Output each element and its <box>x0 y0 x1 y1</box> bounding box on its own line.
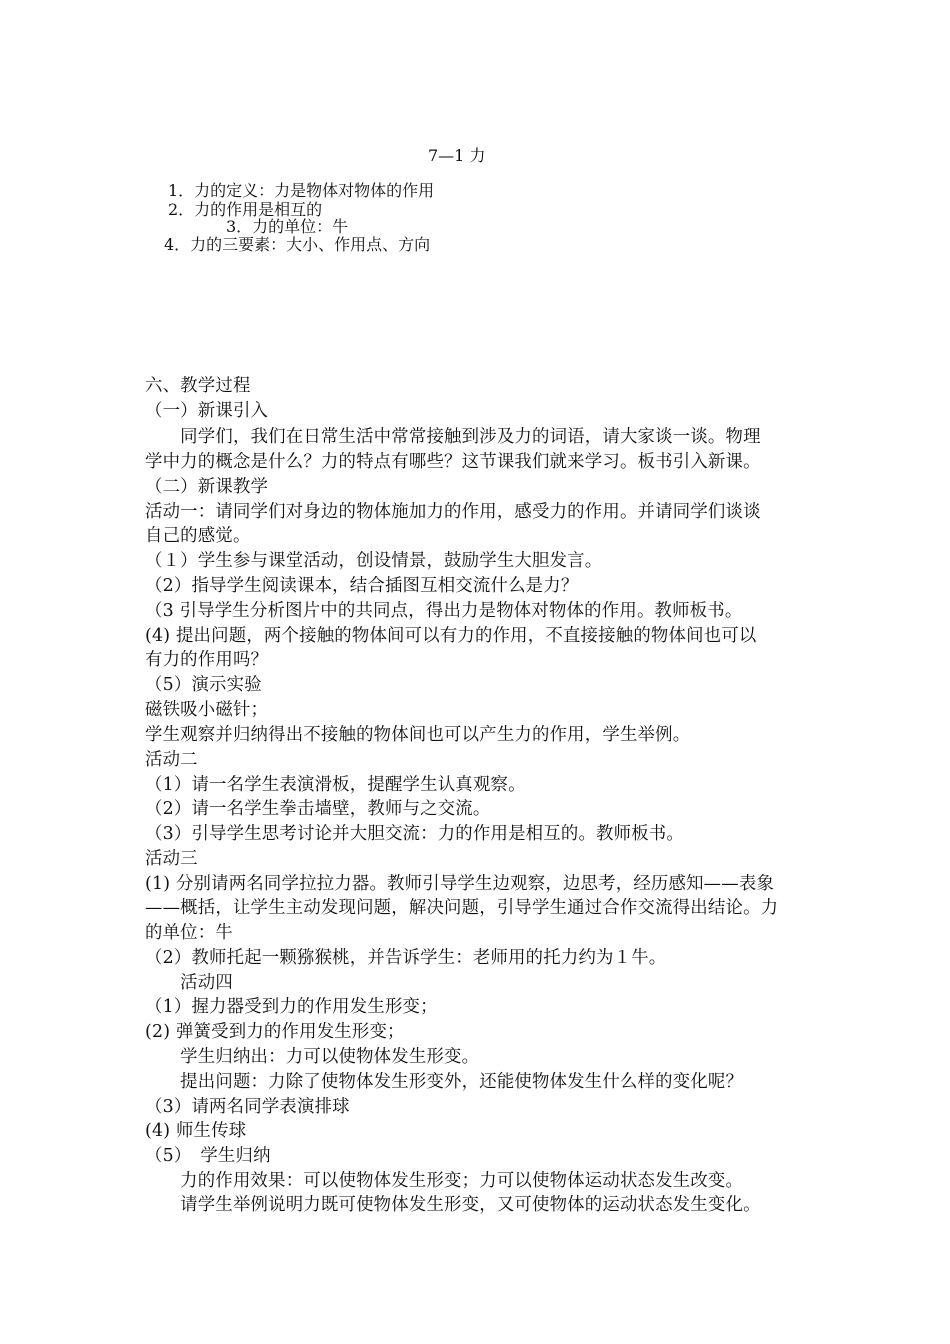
subsection-heading: （二）新课教学 <box>145 477 269 497</box>
list-item: （2）教师托起一颗猕猴桃，并告诉学生：老师用的托力约为１牛。 <box>145 948 667 968</box>
paragraph-line: 活动一：请同学们对身边的物体施加力的作用，感受力的作用。并请同学们谈谈 <box>145 502 761 522</box>
activity-heading: 活动四 <box>145 973 233 993</box>
board-point: 3．力的单位：牛 <box>226 217 349 236</box>
activity-heading: 活动二 <box>145 750 198 770</box>
board-point: 4．力的三要素：大小、作用点、方向 <box>164 235 431 254</box>
paragraph-line: 学生归纳出：力可以使物体发生形变。 <box>145 1047 480 1067</box>
paragraph-line: 自己的感觉。 <box>145 526 251 546</box>
list-item: (1) 分别请两名同学拉拉力器。教师引导学生边观察，边思考，经历感知——表象 <box>145 874 775 894</box>
paragraph-line: 磁铁吸小磁针； <box>145 700 269 720</box>
list-item: (4) 师生传球 <box>145 1121 247 1141</box>
activity-heading: 活动三 <box>145 849 198 869</box>
paragraph-line: 学生观察并归纳得出不接触的物体间也可以产生力的作用，学生举例。 <box>145 725 691 745</box>
list-item: （2）请一名学生拳击墙壁，教师与之交流。 <box>145 799 491 819</box>
list-item: （1）握力器受到力的作用发生形变； <box>145 997 438 1017</box>
paragraph-line: 有力的作用吗？ <box>145 650 269 670</box>
paragraph-line: 同学们，我们在日常生活中常常接触到涉及力的词语，请大家谈一谈。物理 <box>145 427 761 447</box>
paragraph-line: 提出问题：力除了使物体发生形变外，还能使物体发生什么样的变化呢？ <box>145 1072 744 1092</box>
paragraph-line: 请学生举例说明力既可使物体发生形变，又可使物体的运动状态发生变化。 <box>145 1195 761 1215</box>
board-point: 2．力的作用是相互的 <box>168 200 323 219</box>
paragraph-line: 的单位：牛 <box>145 923 233 943</box>
section-heading: 六、教学过程 <box>145 376 251 396</box>
list-item: （1）请一名学生表演滑板，提醒学生认真观察。 <box>145 775 526 795</box>
list-item: (2) 弹簧受到力的作用发生形变； <box>145 1022 405 1042</box>
list-item: (4) 提出问题，两个接触的物体间可以有力的作用，不直接接触的物体间也可以 <box>145 626 757 646</box>
paragraph-line: 学中力的概念是什么？力的特点有哪些？这节课我们就来学习。板书引入新课。 <box>145 452 761 472</box>
list-item: （5） 学生归纳 <box>145 1146 271 1166</box>
list-item: （１）学生参与课堂活动，创设情景，鼓励学生大胆发言。 <box>145 551 603 571</box>
list-item: （3）引导学生思考讨论并大胆交流：力的作用是相互的。教师板书。 <box>145 824 684 844</box>
list-item: （5）演示实验 <box>145 675 262 695</box>
paragraph-line: 力的作用效果：可以使物体发生形变；力可以使物体运动状态发生改变。 <box>145 1171 744 1191</box>
list-item: （3 引导学生分析图片中的共同点，得出力是物体对物体的作用。教师板书。 <box>145 601 743 621</box>
board-title: 7—1 力 <box>428 146 486 165</box>
list-item: （3）请两名同学表演排球 <box>145 1097 350 1117</box>
list-item: （2）指导学生阅读课本，结合插图互相交流什么是力？ <box>145 576 579 596</box>
subsection-heading: （一）新课引入 <box>145 401 269 421</box>
board-point: 1．力的定义：力是物体对物体的作用 <box>168 181 435 200</box>
paragraph-line: ——概括，让学生主动发现问题，解决问题，引导学生通过合作交流得出结论。力 <box>145 898 779 918</box>
